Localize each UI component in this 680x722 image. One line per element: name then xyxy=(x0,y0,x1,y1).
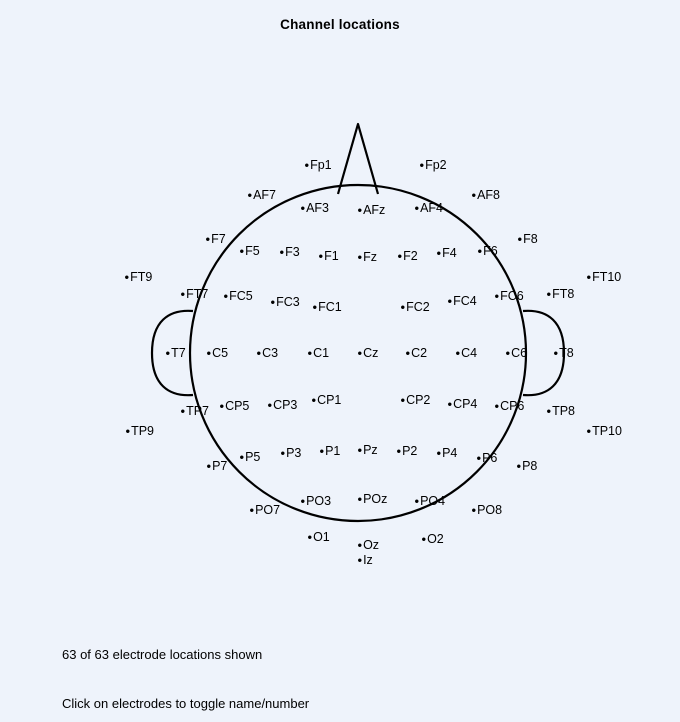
electrode-po4[interactable] xyxy=(415,494,446,507)
electrode-dot-icon: • xyxy=(256,345,262,361)
electrode-c3[interactable] xyxy=(257,346,279,359)
electrode-dot-icon: • xyxy=(546,286,552,302)
electrode-dot-icon: • xyxy=(471,187,477,203)
electrode-fc4[interactable] xyxy=(448,294,477,307)
electrode-dot-icon: • xyxy=(436,445,442,461)
electrode-dot-icon: • xyxy=(419,157,425,173)
electrode-dot-icon: • xyxy=(300,493,306,509)
electrode-label: PO7 xyxy=(255,502,281,517)
electrode-tp10[interactable] xyxy=(587,424,622,437)
electrode-ft8[interactable] xyxy=(547,287,575,300)
electrode-dot-icon: • xyxy=(357,552,363,568)
electrode-dot-icon: • xyxy=(357,249,363,265)
electrode-label: P8 xyxy=(522,458,538,473)
electrode-dot-icon: • xyxy=(494,288,500,304)
electrode-fp2[interactable] xyxy=(420,158,447,171)
electrode-fc5[interactable] xyxy=(224,289,253,302)
electrode-af4[interactable] xyxy=(415,201,444,214)
electrode-dot-icon: • xyxy=(307,529,313,545)
electrode-dot-icon: • xyxy=(206,458,212,474)
electrode-p7[interactable] xyxy=(207,459,228,472)
electrode-label: P5 xyxy=(245,449,261,464)
electrode-cp2[interactable] xyxy=(401,393,431,406)
electrode-f1[interactable] xyxy=(319,249,339,262)
electrode-ft9[interactable] xyxy=(125,270,153,283)
electrode-label: FT8 xyxy=(552,286,575,301)
electrode-label: P1 xyxy=(325,443,341,458)
electrode-label: Iz xyxy=(363,552,373,567)
electrode-p2[interactable] xyxy=(397,444,418,457)
electrode-dot-icon: • xyxy=(307,345,313,361)
electrode-o2[interactable] xyxy=(422,532,444,545)
electrode-tp8[interactable] xyxy=(547,404,576,417)
electrode-label: TP7 xyxy=(186,403,209,418)
electrode-label: Oz xyxy=(363,537,380,552)
electrode-label: P7 xyxy=(212,458,228,473)
electrode-label: CP4 xyxy=(453,396,478,411)
electrode-label: FC5 xyxy=(229,288,253,303)
electrode-label: AF8 xyxy=(477,187,500,202)
electrode-af3[interactable] xyxy=(301,201,330,214)
electrode-dot-icon: • xyxy=(455,345,461,361)
electrode-label: C5 xyxy=(212,345,229,360)
electrode-tp9[interactable] xyxy=(126,424,155,437)
electrode-dot-icon: • xyxy=(312,299,318,315)
electrode-fc3[interactable] xyxy=(271,295,300,308)
electrode-pz[interactable] xyxy=(358,443,378,456)
electrode-dot-icon: • xyxy=(124,269,130,285)
electrode-dot-icon: • xyxy=(319,443,325,459)
electrode-po7[interactable] xyxy=(250,503,281,516)
electrode-t8[interactable] xyxy=(554,346,574,359)
electrode-o1[interactable] xyxy=(308,530,330,543)
electrode-count-text: 63 of 63 electrode locations shown xyxy=(62,647,263,662)
electrode-c1[interactable] xyxy=(308,346,330,359)
electrode-dot-icon: • xyxy=(205,231,211,247)
electrode-f3[interactable] xyxy=(280,245,300,258)
electrode-oz[interactable] xyxy=(358,538,380,551)
electrode-label: F1 xyxy=(324,248,339,263)
electrode-dot-icon: • xyxy=(421,531,427,547)
electrode-dot-icon: • xyxy=(357,491,363,507)
electrode-f7[interactable] xyxy=(206,232,226,245)
electrode-dot-icon: • xyxy=(219,398,225,414)
electrode-label: F3 xyxy=(285,244,300,259)
electrode-af8[interactable] xyxy=(472,188,501,201)
electrode-dot-icon: • xyxy=(546,403,552,419)
electrode-label: F4 xyxy=(442,245,457,260)
electrode-dot-icon: • xyxy=(397,248,403,264)
electrode-label: FC4 xyxy=(453,293,477,308)
electrode-dot-icon: • xyxy=(180,403,186,419)
electrode-fc1[interactable] xyxy=(313,300,342,313)
electrode-afz[interactable] xyxy=(358,203,386,216)
electrode-label: Fz xyxy=(363,249,377,264)
electrode-dot-icon: • xyxy=(357,537,363,553)
electrode-label: FC6 xyxy=(500,288,524,303)
electrode-p4[interactable] xyxy=(437,446,458,459)
electrode-dot-icon: • xyxy=(180,286,186,302)
electrode-dot-icon: • xyxy=(239,243,245,259)
electrode-dot-icon: • xyxy=(165,345,171,361)
electrode-label: FC1 xyxy=(318,299,342,314)
electrode-dot-icon: • xyxy=(318,248,324,264)
electrode-dot-icon: • xyxy=(436,245,442,261)
electrode-label: F7 xyxy=(211,231,226,246)
electrode-label: FT10 xyxy=(592,269,622,284)
electrode-dot-icon: • xyxy=(553,345,559,361)
electrode-poz[interactable] xyxy=(358,492,388,505)
electrode-dot-icon: • xyxy=(270,294,276,310)
electrode-dot-icon: • xyxy=(247,187,253,203)
electrode-dot-icon: • xyxy=(206,345,212,361)
electrode-dot-icon: • xyxy=(396,443,402,459)
electrode-label: AFz xyxy=(363,202,386,217)
electrode-c2[interactable] xyxy=(406,346,428,359)
electrode-label: O2 xyxy=(427,531,444,546)
electrode-dot-icon: • xyxy=(586,269,592,285)
electrode-dot-icon: • xyxy=(279,244,285,260)
electrode-label: Fp1 xyxy=(310,157,332,172)
electrode-dot-icon: • xyxy=(516,458,522,474)
electrode-dot-icon: • xyxy=(304,157,310,173)
toggle-hint-text: Click on electrodes to toggle name/number xyxy=(62,696,310,711)
electrode-t7[interactable] xyxy=(166,346,186,359)
electrode-label: C6 xyxy=(511,345,528,360)
electrode-cp4[interactable] xyxy=(448,397,478,410)
electrode-label: PO4 xyxy=(420,493,446,508)
electrode-cp3[interactable] xyxy=(268,398,298,411)
electrode-dot-icon: • xyxy=(357,202,363,218)
electrode-label: POz xyxy=(363,491,388,506)
electrode-label: CP6 xyxy=(500,398,525,413)
electrode-f8[interactable] xyxy=(518,232,538,245)
electrode-fc6[interactable] xyxy=(495,289,524,302)
electrode-dot-icon: • xyxy=(447,293,453,309)
electrode-c4[interactable] xyxy=(456,346,478,359)
electrode-dot-icon: • xyxy=(414,200,420,216)
electrode-label: CP3 xyxy=(273,397,298,412)
electrode-po3[interactable] xyxy=(301,494,332,507)
electrode-p8[interactable] xyxy=(517,459,538,472)
electrode-label: FC2 xyxy=(406,299,430,314)
electrode-dot-icon: • xyxy=(400,299,406,315)
electrode-label: Fp2 xyxy=(425,157,447,172)
electrode-p1[interactable] xyxy=(320,444,341,457)
electrode-label: FT7 xyxy=(186,286,209,301)
electrode-dot-icon: • xyxy=(311,392,317,408)
electrode-label: O1 xyxy=(313,529,330,544)
electrode-dot-icon: • xyxy=(476,450,482,466)
electrode-label: P2 xyxy=(402,443,418,458)
electrode-fz[interactable] xyxy=(358,250,377,263)
electrode-label: C1 xyxy=(313,345,330,360)
electrode-po8[interactable] xyxy=(472,503,503,516)
electrode-dot-icon: • xyxy=(357,345,363,361)
electrode-cz[interactable] xyxy=(358,346,379,359)
electrode-dot-icon: • xyxy=(494,398,500,414)
electrode-af7[interactable] xyxy=(248,188,277,201)
electrode-dot-icon: • xyxy=(300,200,306,216)
electrode-dot-icon: • xyxy=(447,396,453,412)
electrode-iz[interactable] xyxy=(358,553,373,566)
electrode-dot-icon: • xyxy=(405,345,411,361)
electrode-dot-icon: • xyxy=(477,243,483,259)
electrode-dot-icon: • xyxy=(280,445,286,461)
electrode-label: CP2 xyxy=(406,392,431,407)
electrode-dot-icon: • xyxy=(249,502,255,518)
electrode-label: FC3 xyxy=(276,294,300,309)
electrode-cp5[interactable] xyxy=(220,399,250,412)
electrode-label: F5 xyxy=(245,243,260,258)
electrode-dot-icon: • xyxy=(471,502,477,518)
page-title: Channel locations xyxy=(280,17,400,32)
electrode-label: AF3 xyxy=(306,200,329,215)
electrode-p6[interactable] xyxy=(477,451,498,464)
electrode-label: F2 xyxy=(403,248,418,263)
electrode-label: Pz xyxy=(363,442,378,457)
electrode-dot-icon: • xyxy=(400,392,406,408)
electrode-dot-icon: • xyxy=(125,423,131,439)
electrode-cp6[interactable] xyxy=(495,399,525,412)
electrode-f2[interactable] xyxy=(398,249,418,262)
electrode-dot-icon: • xyxy=(239,449,245,465)
electrode-label: AF4 xyxy=(420,200,443,215)
electrode-dot-icon: • xyxy=(586,423,592,439)
electrode-label: F8 xyxy=(523,231,538,246)
electrode-p5[interactable] xyxy=(240,450,261,463)
electrode-label: P3 xyxy=(286,445,302,460)
electrode-ft7[interactable] xyxy=(181,287,209,300)
electrode-tp7[interactable] xyxy=(181,404,210,417)
electrode-label: CP1 xyxy=(317,392,342,407)
electrode-label: C4 xyxy=(461,345,478,360)
electrode-dot-icon: • xyxy=(505,345,511,361)
electrode-fc2[interactable] xyxy=(401,300,430,313)
electrode-f6[interactable] xyxy=(478,244,498,257)
electrode-p3[interactable] xyxy=(281,446,302,459)
electrode-label: C2 xyxy=(411,345,428,360)
electrode-dot-icon: • xyxy=(267,397,273,413)
nose-icon xyxy=(338,124,378,194)
electrode-label: TP10 xyxy=(592,423,622,438)
electrode-label: CP5 xyxy=(225,398,250,413)
electrode-fp1[interactable] xyxy=(305,158,332,171)
electrode-f4[interactable] xyxy=(437,246,457,259)
electrode-c5[interactable] xyxy=(207,346,229,359)
electrode-dot-icon: • xyxy=(517,231,523,247)
electrode-label: AF7 xyxy=(253,187,276,202)
electrode-label: T8 xyxy=(559,345,574,360)
electrode-label: Cz xyxy=(363,345,379,360)
electrode-label: TP9 xyxy=(131,423,154,438)
electrode-label: PO3 xyxy=(306,493,332,508)
electrode-f5[interactable] xyxy=(240,244,260,257)
electrode-cp1[interactable] xyxy=(312,393,342,406)
electrode-label: T7 xyxy=(171,345,186,360)
electrode-label: F6 xyxy=(483,243,498,258)
electrode-label: FT9 xyxy=(130,269,153,284)
electrode-dot-icon: • xyxy=(357,442,363,458)
electrode-label: P6 xyxy=(482,450,498,465)
electrode-dot-icon: • xyxy=(414,493,420,509)
electrode-c6[interactable] xyxy=(506,346,528,359)
electrode-label: C3 xyxy=(262,345,279,360)
electrode-ft10[interactable] xyxy=(587,270,622,283)
electrode-label: TP8 xyxy=(552,403,575,418)
electrode-label: P4 xyxy=(442,445,458,460)
electrode-dot-icon: • xyxy=(223,288,229,304)
electrode-label: PO8 xyxy=(477,502,503,517)
